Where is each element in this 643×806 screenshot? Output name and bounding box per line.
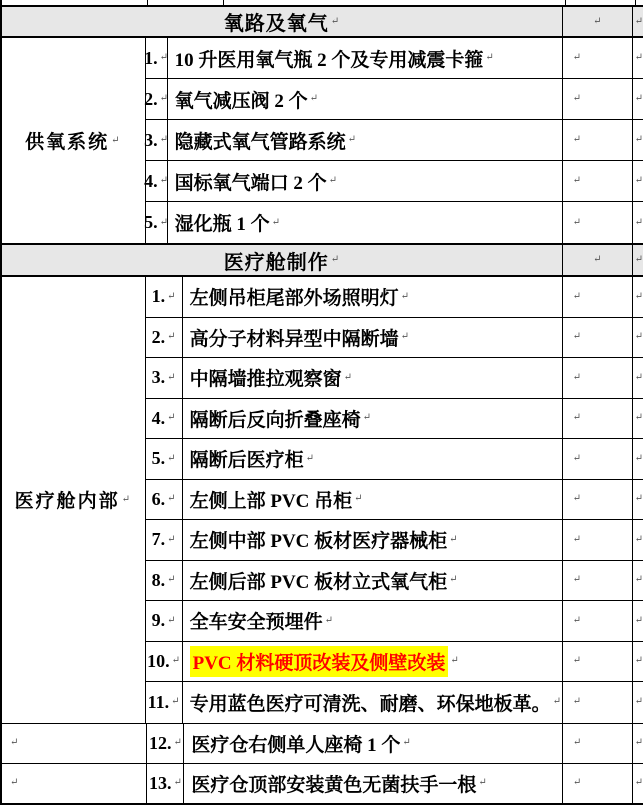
section-title: 氧路及氧气 xyxy=(223,13,329,35)
row-number: 2. xyxy=(144,88,158,109)
table-row xyxy=(146,38,643,79)
paragraph-mark-icon: ↵ xyxy=(634,15,643,27)
paragraph-mark-icon: ↵ xyxy=(478,777,487,788)
empty-cell xyxy=(633,277,643,317)
item-text-cell xyxy=(183,520,563,560)
paragraph-mark-icon: ↵ xyxy=(400,290,410,302)
truncated-cell xyxy=(2,0,148,5)
section-header-cell xyxy=(2,245,563,275)
table-row xyxy=(146,318,643,359)
item-text: 医疗仓顶部安装黄色无菌扶手一根 xyxy=(191,774,477,796)
row-number-cell xyxy=(146,79,168,119)
empty-cell xyxy=(563,561,633,601)
row-number-cell xyxy=(146,561,183,601)
row-number: 12. xyxy=(148,732,172,753)
table-row xyxy=(146,601,643,642)
row-number: 10. xyxy=(147,650,170,671)
empty-cell xyxy=(563,202,633,243)
empty-label-cell xyxy=(2,724,147,763)
table-row xyxy=(146,439,643,480)
item-text-cell xyxy=(183,682,563,723)
paragraph-mark-icon: ↵ xyxy=(634,52,643,63)
empty-cell xyxy=(633,245,643,275)
paragraph-mark-icon: ↵ xyxy=(572,216,581,228)
paragraph-mark-icon: ↵ xyxy=(449,533,458,545)
row-number: 7. xyxy=(151,529,166,550)
row-number: 1. xyxy=(144,47,158,68)
item-text-cell xyxy=(184,764,563,803)
paragraph-mark-icon: ↵ xyxy=(634,452,643,464)
paragraph-mark-icon: ↵ xyxy=(347,134,357,145)
table-row xyxy=(2,724,643,764)
empty-cell xyxy=(563,724,633,763)
paragraph-mark-icon: ↵ xyxy=(572,331,581,343)
table-row xyxy=(146,561,643,602)
paragraph-mark-icon: ↵ xyxy=(362,412,372,424)
table-row xyxy=(2,764,643,805)
paragraph-mark-icon: ↵ xyxy=(173,777,182,788)
table-row xyxy=(146,277,643,318)
paragraph-mark-icon: ↵ xyxy=(10,737,19,748)
empty-cell xyxy=(633,38,643,78)
paragraph-mark-icon: ↵ xyxy=(572,175,581,186)
empty-cell xyxy=(563,682,633,723)
paragraph-mark-icon: ↵ xyxy=(330,15,341,27)
paragraph-mark-icon: ↵ xyxy=(402,737,411,748)
paragraph-mark-icon: ↵ xyxy=(173,737,182,748)
row-number: 5. xyxy=(151,448,166,469)
paragraph-mark-icon: ↵ xyxy=(552,696,562,708)
row-number-cell xyxy=(146,399,183,439)
item-text: 左侧上部 PVC 吊柜 xyxy=(189,490,353,512)
item-text-cell xyxy=(183,480,563,520)
item-text: 隔断后反向折叠座椅 xyxy=(189,409,361,431)
item-text-highlighted: PVC 材料硬顶改装及侧壁改装 xyxy=(190,646,449,677)
row-number: 2. xyxy=(151,326,166,347)
table-row xyxy=(146,120,643,161)
paragraph-mark-icon: ↵ xyxy=(111,134,122,146)
empty-cell xyxy=(633,202,643,243)
paragraph-mark-icon: ↵ xyxy=(634,175,643,186)
empty-cell xyxy=(633,7,643,36)
paragraph-mark-icon: ↵ xyxy=(572,452,581,464)
row-number-cell xyxy=(146,120,168,160)
paragraph-mark-icon: ↵ xyxy=(572,737,582,748)
row-number-cell xyxy=(146,38,168,78)
paragraph-mark-icon: ↵ xyxy=(572,777,582,788)
row-group-label xyxy=(2,38,146,243)
empty-cell xyxy=(633,561,643,601)
empty-cell xyxy=(563,480,633,520)
item-text: 左侧吊柜尾部外场照明灯 xyxy=(189,288,399,310)
item-text-cell xyxy=(168,38,563,78)
row-number-cell xyxy=(146,601,183,641)
paragraph-mark-icon: ↵ xyxy=(309,93,319,104)
paragraph-mark-icon: ↵ xyxy=(167,574,176,586)
row-number: 6. xyxy=(151,488,166,509)
table-row xyxy=(146,358,643,399)
truncated-cell xyxy=(224,0,566,5)
paragraph-mark-icon: ↵ xyxy=(572,371,581,383)
row-number-cell xyxy=(146,318,183,358)
paragraph-mark-icon: ↵ xyxy=(167,533,176,545)
empty-cell xyxy=(563,245,633,275)
row-number: 13. xyxy=(148,772,172,793)
row-number: 5. xyxy=(144,212,158,232)
item-text-cell xyxy=(183,277,563,317)
empty-cell xyxy=(633,161,643,201)
paragraph-mark-icon: ↵ xyxy=(485,52,494,63)
item-text-cell xyxy=(168,161,563,201)
empty-cell xyxy=(633,601,643,641)
row-group-label xyxy=(2,277,146,723)
paragraph-mark-icon: ↵ xyxy=(593,15,602,27)
row-number-cell xyxy=(147,764,184,803)
paragraph-mark-icon: ↵ xyxy=(159,216,169,228)
table-row xyxy=(146,79,643,120)
row-group-label-text: 供氧系统 xyxy=(25,132,110,153)
table-row xyxy=(146,520,643,561)
table-row xyxy=(146,682,643,723)
paragraph-mark-icon: ↵ xyxy=(449,574,458,586)
item-text-cell xyxy=(183,642,563,682)
truncated-cell xyxy=(148,0,224,5)
empty-cell xyxy=(563,439,633,479)
row-number-cell xyxy=(146,642,183,682)
row-number-cell xyxy=(146,520,183,560)
item-text-cell xyxy=(168,120,563,160)
cabin-interior-section xyxy=(2,277,643,724)
row-number-cell xyxy=(146,161,168,201)
truncated-top-row xyxy=(2,0,643,7)
item-text: 左侧中部 PVC 板材医疗器械柜 xyxy=(189,531,448,553)
item-text: 氧气减压阀 2 个 xyxy=(174,90,308,112)
section-header-cell xyxy=(2,7,563,36)
item-text-cell xyxy=(183,561,563,601)
row-number-cell xyxy=(147,724,184,763)
item-text-cell xyxy=(183,318,563,358)
paragraph-mark-icon: ↵ xyxy=(572,533,581,545)
paragraph-mark-icon: ↵ xyxy=(328,175,338,186)
paragraph-mark-icon: ↵ xyxy=(450,655,459,667)
empty-cell xyxy=(633,439,643,479)
table-row-highlighted xyxy=(146,642,643,683)
paragraph-mark-icon: ↵ xyxy=(634,696,643,708)
item-text: 国标氧气端口 2 个 xyxy=(174,172,327,194)
row-number-cell xyxy=(146,358,183,398)
empty-cell xyxy=(563,79,633,119)
empty-label-cell xyxy=(2,764,147,803)
paragraph-mark-icon: ↵ xyxy=(171,696,180,708)
paragraph-mark-icon: ↵ xyxy=(634,655,643,667)
paragraph-mark-icon: ↵ xyxy=(171,655,181,667)
paragraph-mark-icon: ↵ xyxy=(572,493,581,505)
paragraph-mark-icon: ↵ xyxy=(572,52,581,63)
item-text: 隔断后医疗柜 xyxy=(189,450,304,472)
item-text: 全车安全预埋件 xyxy=(189,612,323,634)
item-text: 专用蓝色医疗可清洗、耐磨、环保地板革。 xyxy=(189,693,551,715)
item-text-cell xyxy=(183,439,563,479)
paragraph-mark-icon: ↵ xyxy=(572,614,581,626)
row-number: 8. xyxy=(151,569,166,590)
paragraph-mark-icon: ↵ xyxy=(572,412,581,424)
item-text-cell xyxy=(183,358,563,398)
section-header-row-oxygen xyxy=(2,7,643,38)
paragraph-mark-icon: ↵ xyxy=(167,493,176,505)
row-number: 9. xyxy=(151,610,166,631)
table-row xyxy=(146,202,643,243)
row-number: 3. xyxy=(144,129,158,150)
paragraph-mark-icon: ↵ xyxy=(572,290,581,302)
paragraph-mark-icon: ↵ xyxy=(634,533,643,545)
item-text-cell xyxy=(168,79,563,119)
empty-cell xyxy=(563,399,633,439)
empty-cell xyxy=(633,520,643,560)
row-number-cell xyxy=(146,439,183,479)
empty-cell xyxy=(633,358,643,398)
item-text-cell xyxy=(183,399,563,439)
row-group-label-text: 医疗舱内部 xyxy=(14,491,120,513)
paragraph-mark-icon: ↵ xyxy=(572,655,581,667)
paragraph-mark-icon: ↵ xyxy=(634,134,643,145)
paragraph-mark-icon: ↵ xyxy=(354,493,363,505)
paragraph-mark-icon: ↵ xyxy=(634,777,643,788)
empty-cell xyxy=(563,38,633,78)
oxygen-supply-section xyxy=(2,38,643,245)
empty-cell xyxy=(633,79,643,119)
paragraph-mark-icon: ↵ xyxy=(10,777,19,788)
table-row xyxy=(146,480,643,521)
empty-cell xyxy=(563,120,633,160)
paragraph-mark-icon: ↵ xyxy=(634,493,643,505)
row-number-cell xyxy=(146,277,183,317)
item-text: 高分子材料异型中隔断墙 xyxy=(189,328,399,350)
section-header-row-cabin xyxy=(2,245,643,277)
item-text: 中隔墙推拉观察窗 xyxy=(189,369,342,391)
row-number: 4. xyxy=(144,170,158,191)
empty-cell xyxy=(633,399,643,439)
item-text: 医疗仓右侧单人座椅 1 个 xyxy=(191,734,401,756)
item-text-cell xyxy=(183,601,563,641)
item-text: 湿化瓶 1 个 xyxy=(174,214,270,235)
empty-cell xyxy=(563,520,633,560)
empty-cell xyxy=(633,724,643,763)
empty-cell xyxy=(563,318,633,358)
paragraph-mark-icon: ↵ xyxy=(167,614,176,626)
paragraph-mark-icon: ↵ xyxy=(305,452,315,464)
empty-cell xyxy=(633,120,643,160)
empty-cell xyxy=(563,277,633,317)
paragraph-mark-icon: ↵ xyxy=(167,452,176,464)
truncated-cell xyxy=(636,0,643,5)
paragraph-mark-icon: ↵ xyxy=(167,290,176,302)
empty-cell xyxy=(633,480,643,520)
paragraph-mark-icon: ↵ xyxy=(400,331,410,343)
empty-cell xyxy=(563,161,633,201)
paragraph-mark-icon: ↵ xyxy=(572,696,581,708)
item-text-cell xyxy=(168,202,563,243)
paragraph-mark-icon: ↵ xyxy=(634,614,643,626)
empty-cell xyxy=(563,642,633,682)
row-number-cell xyxy=(146,682,183,723)
table-row xyxy=(146,161,643,202)
paragraph-mark-icon: ↵ xyxy=(593,254,602,265)
paragraph-mark-icon: ↵ xyxy=(634,737,643,748)
row-number: 1. xyxy=(151,286,166,307)
paragraph-mark-icon: ↵ xyxy=(634,254,643,265)
paragraph-mark-icon: ↵ xyxy=(159,93,169,104)
paragraph-mark-icon: ↵ xyxy=(271,216,281,228)
item-text: 左侧后部 PVC 板材立式氧气柜 xyxy=(189,571,448,593)
paragraph-mark-icon: ↵ xyxy=(634,574,643,586)
paragraph-mark-icon: ↵ xyxy=(634,371,643,383)
section-title: 医疗舱制作 xyxy=(223,251,329,274)
item-text: 隐藏式氧气管路系统 xyxy=(174,131,346,153)
empty-cell xyxy=(633,318,643,358)
paragraph-mark-icon: ↵ xyxy=(572,134,581,145)
empty-cell xyxy=(563,764,633,803)
row-number: 11. xyxy=(147,691,170,712)
paragraph-mark-icon: ↵ xyxy=(167,331,176,343)
paragraph-mark-icon: ↵ xyxy=(159,52,169,63)
empty-cell xyxy=(633,682,643,723)
paragraph-mark-icon: ↵ xyxy=(634,331,643,343)
paragraph-mark-icon: ↵ xyxy=(121,493,132,505)
row-number: 4. xyxy=(151,407,166,428)
paragraph-mark-icon: ↵ xyxy=(572,93,581,104)
empty-cell xyxy=(563,601,633,641)
row-number-cell xyxy=(146,202,168,243)
paragraph-mark-icon: ↵ xyxy=(159,175,169,186)
item-text-cell xyxy=(184,724,563,763)
paragraph-mark-icon: ↵ xyxy=(634,93,643,104)
empty-cell xyxy=(563,358,633,398)
table-row xyxy=(146,399,643,440)
empty-cell xyxy=(633,642,643,682)
paragraph-mark-icon: ↵ xyxy=(634,216,643,228)
paragraph-mark-icon: ↵ xyxy=(343,371,353,383)
paragraph-mark-icon: ↵ xyxy=(324,614,334,626)
paragraph-mark-icon: ↵ xyxy=(634,412,643,424)
paragraph-mark-icon: ↵ xyxy=(330,254,341,265)
empty-cell xyxy=(633,764,643,803)
row-number-cell xyxy=(146,480,183,520)
paragraph-mark-icon: ↵ xyxy=(167,371,176,383)
truncated-cell xyxy=(566,0,636,5)
empty-cell xyxy=(563,7,633,36)
paragraph-mark-icon: ↵ xyxy=(572,574,581,586)
paragraph-mark-icon: ↵ xyxy=(167,412,176,424)
paragraph-mark-icon: ↵ xyxy=(159,134,169,145)
item-text: 10 升医用氧气瓶 2 个及专用减震卡箍 xyxy=(174,49,484,71)
paragraph-mark-icon: ↵ xyxy=(634,290,643,302)
row-number: 3. xyxy=(151,367,166,388)
